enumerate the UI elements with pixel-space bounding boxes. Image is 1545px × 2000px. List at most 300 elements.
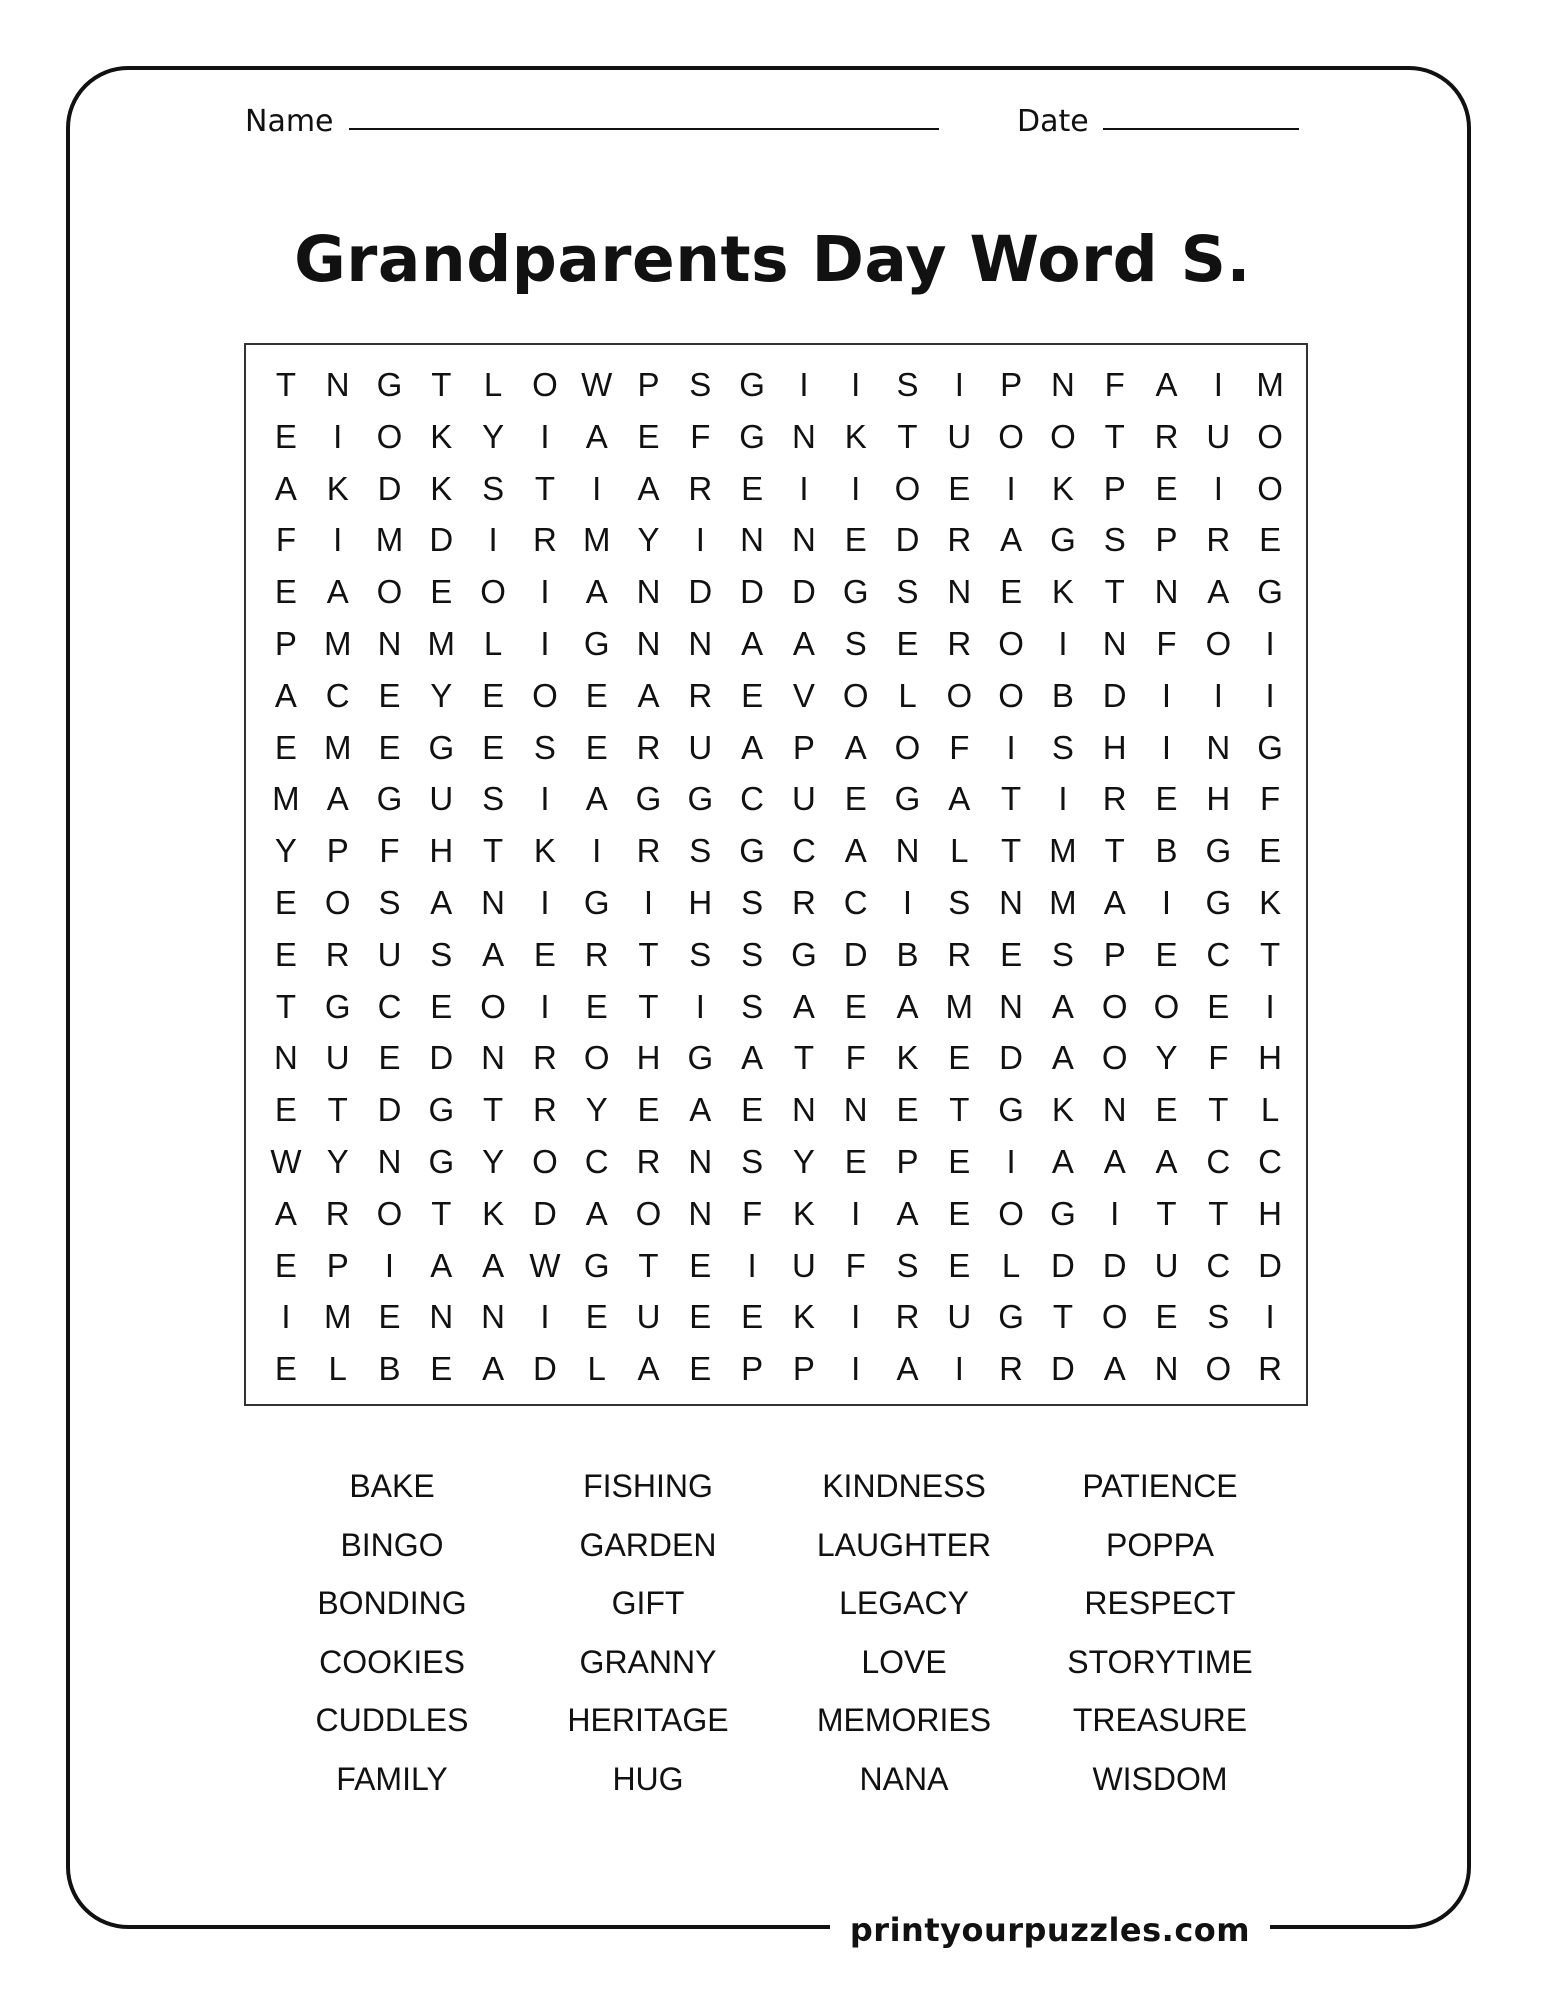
grid-cell[interactable]: A	[274, 1194, 297, 1232]
grid-cell[interactable]: M	[1049, 832, 1077, 870]
grid-cell[interactable]: S	[689, 366, 712, 403]
grid-cell[interactable]: L	[483, 625, 503, 662]
grid-cell[interactable]: C	[1206, 1143, 1231, 1180]
grid-cell[interactable]: C	[1206, 1246, 1231, 1284]
grid-cell[interactable]: B	[1051, 676, 1074, 714]
grid-cell[interactable]: F	[1260, 780, 1281, 818]
grid-cell[interactable]: I	[540, 780, 550, 818]
grid-cell[interactable]: O	[998, 625, 1024, 662]
grid-cell[interactable]: I	[1006, 728, 1016, 766]
grid-cell[interactable]: I	[1006, 1143, 1016, 1180]
grid-cell[interactable]: I	[1058, 780, 1068, 818]
grid-cell[interactable]: N	[740, 521, 764, 559]
grid-cell[interactable]: G	[324, 987, 351, 1025]
name-line[interactable]	[349, 128, 939, 130]
grid-cell[interactable]: N	[791, 1091, 816, 1129]
grid-cell[interactable]: I	[1213, 366, 1223, 403]
grid-cell[interactable]: H	[1206, 780, 1231, 818]
grid-cell[interactable]: C	[1258, 1143, 1282, 1180]
grid-cell[interactable]: N	[791, 521, 816, 559]
grid-cell[interactable]: I	[643, 884, 654, 921]
grid-cell[interactable]: K	[482, 1194, 505, 1232]
grid-cell[interactable]: H	[636, 1039, 661, 1077]
grid-cell[interactable]: Y	[482, 417, 505, 455]
grid-cell[interactable]: O	[1205, 1350, 1232, 1388]
grid-cell[interactable]: R	[895, 1298, 920, 1336]
grid-cell[interactable]: K	[792, 1298, 815, 1336]
grid-cell[interactable]: G	[687, 780, 714, 818]
grid-cell[interactable]: N	[636, 625, 661, 662]
grid-cell[interactable]: I	[851, 366, 861, 403]
grid-cell[interactable]: S	[896, 573, 919, 611]
grid-cell[interactable]: Y	[274, 832, 297, 870]
grid-cell[interactable]: S	[741, 935, 764, 973]
grid-cell[interactable]: Y	[326, 1143, 349, 1180]
grid-cell[interactable]: A	[585, 1194, 608, 1232]
grid-cell[interactable]: I	[954, 1350, 964, 1388]
grid-cell[interactable]: K	[1259, 884, 1282, 921]
grid-cell[interactable]: D	[429, 521, 454, 559]
grid-cell[interactable]: O	[998, 417, 1024, 455]
grid-cell[interactable]: E	[689, 1246, 712, 1284]
grid-cell[interactable]: S	[482, 780, 505, 818]
grid-cell[interactable]: O	[376, 573, 403, 611]
grid-cell[interactable]: E	[430, 987, 453, 1025]
grid-cell[interactable]: R	[1258, 1350, 1282, 1388]
grid-cell[interactable]: T	[949, 1091, 970, 1129]
grid-cell[interactable]: S	[1207, 1298, 1230, 1336]
grid-cell[interactable]: E	[1259, 521, 1282, 559]
grid-cell[interactable]: S	[533, 728, 556, 766]
grid-cell[interactable]: A	[585, 780, 608, 818]
grid-cell[interactable]: R	[688, 676, 713, 714]
grid-cell[interactable]: A	[430, 884, 453, 921]
grid-cell[interactable]: A	[689, 1091, 712, 1129]
grid-cell[interactable]: T	[483, 832, 504, 870]
grid-cell[interactable]: S	[741, 987, 764, 1025]
grid-cell[interactable]: A	[482, 1246, 505, 1284]
grid-cell[interactable]: E	[948, 1246, 971, 1284]
grid-cell[interactable]: G	[1205, 832, 1232, 870]
grid-cell[interactable]: A	[326, 780, 349, 818]
grid-cell[interactable]: A	[1103, 1350, 1126, 1388]
grid-cell[interactable]: E	[844, 1143, 867, 1180]
grid-cell[interactable]: R	[947, 521, 972, 559]
grid-cell[interactable]: N	[481, 884, 505, 921]
grid-cell[interactable]: H	[1102, 728, 1127, 766]
grid-cell[interactable]: T	[1001, 780, 1022, 818]
grid-cell[interactable]: F	[379, 832, 400, 870]
grid-cell[interactable]: E	[430, 573, 453, 611]
grid-cell[interactable]: E	[1155, 1298, 1178, 1336]
grid-cell[interactable]: K	[792, 1194, 815, 1232]
grid-cell[interactable]: G	[1050, 521, 1076, 559]
grid-cell[interactable]: E	[533, 935, 556, 973]
grid-cell[interactable]: N	[895, 832, 920, 870]
grid-cell[interactable]: U	[688, 728, 713, 766]
grid-cell[interactable]: S	[689, 832, 712, 870]
grid-cell[interactable]: Y	[430, 676, 453, 714]
grid-cell[interactable]: G	[428, 728, 455, 766]
grid-cell[interactable]: N	[429, 1298, 454, 1336]
grid-cell[interactable]: H	[1258, 1194, 1282, 1232]
grid-cell[interactable]: D	[740, 573, 764, 611]
grid-cell[interactable]: P	[1103, 469, 1126, 507]
grid-cell[interactable]: I	[1161, 884, 1172, 921]
grid-cell[interactable]: S	[1051, 728, 1074, 766]
grid-cell[interactable]: E	[948, 469, 971, 507]
grid-cell[interactable]: T	[327, 1091, 348, 1129]
grid-cell[interactable]: N	[999, 987, 1023, 1025]
grid-cell[interactable]: D	[377, 469, 402, 507]
grid-cell[interactable]: G	[1205, 884, 1232, 921]
grid-cell[interactable]: O	[1257, 417, 1283, 455]
grid-cell[interactable]: A	[637, 469, 660, 507]
grid-cell[interactable]: G	[791, 935, 817, 973]
grid-cell[interactable]: H	[688, 884, 713, 921]
grid-cell[interactable]: A	[792, 987, 815, 1025]
grid-cell[interactable]: I	[540, 884, 550, 921]
grid-cell[interactable]: Y	[637, 521, 660, 559]
grid-cell[interactable]: D	[1102, 676, 1127, 714]
grid-cell[interactable]: U	[791, 780, 816, 818]
grid-cell[interactable]: N	[1206, 728, 1231, 766]
grid-cell[interactable]: O	[894, 728, 921, 766]
grid-cell[interactable]: E	[274, 1246, 297, 1284]
grid-cell[interactable]: E	[1155, 780, 1178, 818]
grid-cell[interactable]: U	[1206, 417, 1231, 455]
grid-cell[interactable]: V	[792, 676, 815, 714]
grid-cell[interactable]: T	[1104, 417, 1125, 455]
grid-cell[interactable]: I	[1265, 1298, 1275, 1336]
grid-cell[interactable]: S	[948, 884, 971, 921]
grid-cell[interactable]: S	[378, 884, 401, 921]
grid-cell[interactable]: N	[947, 573, 972, 611]
grid-cell[interactable]: P	[896, 1143, 919, 1180]
grid-cell[interactable]: E	[689, 1298, 712, 1336]
grid-cell[interactable]: A	[637, 676, 660, 714]
grid-cell[interactable]: L	[328, 1350, 347, 1388]
grid-cell[interactable]: D	[895, 521, 920, 559]
grid-cell[interactable]: A	[741, 728, 764, 766]
grid-cell[interactable]: S	[741, 884, 764, 921]
grid-cell[interactable]: T	[1052, 1298, 1073, 1336]
grid-cell[interactable]: E	[741, 469, 764, 507]
grid-cell[interactable]: N	[377, 625, 402, 662]
grid-cell[interactable]: I	[747, 1246, 757, 1284]
grid-cell[interactable]: T	[431, 1194, 452, 1232]
grid-cell[interactable]: N	[481, 1039, 505, 1077]
grid-cell[interactable]: R	[1154, 417, 1179, 455]
grid-cell[interactable]: K	[326, 469, 349, 507]
grid-cell[interactable]: R	[999, 1350, 1023, 1388]
grid-cell[interactable]: M	[427, 625, 456, 662]
grid-cell[interactable]: E	[896, 1091, 919, 1129]
grid-cell[interactable]: G	[998, 1298, 1024, 1336]
grid-cell[interactable]: T	[897, 417, 918, 455]
grid-cell[interactable]: N	[688, 625, 713, 662]
grid-cell[interactable]: O	[1153, 987, 1180, 1025]
grid-cell[interactable]: S	[689, 935, 712, 973]
grid-cell[interactable]: K	[844, 417, 867, 455]
grid-cell[interactable]: I	[695, 521, 705, 559]
grid-cell[interactable]: O	[894, 469, 921, 507]
grid-cell[interactable]: O	[376, 1194, 403, 1232]
grid-cell[interactable]: O	[532, 676, 558, 714]
grid-cell[interactable]: N	[273, 1039, 298, 1077]
grid-cell[interactable]: G	[428, 1091, 455, 1129]
grid-cell[interactable]: E	[482, 676, 505, 714]
grid-cell[interactable]: U	[947, 1298, 972, 1336]
grid-cell[interactable]: E	[274, 935, 297, 973]
grid-cell[interactable]: E	[1259, 832, 1282, 870]
grid-cell[interactable]: A	[741, 625, 764, 662]
grid-cell[interactable]: M	[1256, 366, 1284, 403]
grid-cell[interactable]: T	[1208, 1091, 1229, 1129]
grid-cell[interactable]: M	[272, 780, 300, 818]
grid-cell[interactable]: R	[325, 935, 350, 973]
grid-cell[interactable]: O	[842, 676, 869, 714]
grid-cell[interactable]: I	[540, 1298, 550, 1336]
grid-cell[interactable]: E	[1000, 573, 1023, 611]
grid-cell[interactable]: E	[585, 676, 608, 714]
grid-cell[interactable]: O	[324, 884, 351, 921]
grid-cell[interactable]: T	[638, 987, 659, 1025]
grid-cell[interactable]: I	[851, 469, 861, 507]
grid-cell[interactable]: O	[946, 676, 973, 714]
grid-cell[interactable]: I	[851, 1194, 861, 1232]
grid-cell[interactable]: R	[791, 884, 816, 921]
grid-cell[interactable]: K	[1051, 1091, 1074, 1129]
grid-cell[interactable]: U	[791, 1246, 816, 1284]
grid-cell[interactable]: T	[638, 935, 659, 973]
grid-cell[interactable]: I	[488, 521, 498, 559]
grid-cell[interactable]: N	[636, 573, 661, 611]
grid-cell[interactable]: D	[843, 935, 868, 973]
grid-cell[interactable]: I	[333, 417, 343, 455]
grid-cell[interactable]: G	[739, 366, 765, 403]
grid-cell[interactable]: E	[896, 625, 919, 662]
grid-cell[interactable]: A	[482, 935, 505, 973]
grid-cell[interactable]: P	[274, 625, 297, 662]
grid-cell[interactable]: N	[1154, 1350, 1179, 1388]
grid-cell[interactable]: R	[947, 625, 972, 662]
grid-cell[interactable]: F	[1156, 625, 1177, 662]
grid-cell[interactable]: I	[1213, 676, 1223, 714]
grid-cell[interactable]: R	[1206, 521, 1231, 559]
grid-cell[interactable]: E	[1000, 935, 1023, 973]
grid-cell[interactable]: O	[1101, 1039, 1128, 1077]
grid-cell[interactable]: G	[1257, 573, 1283, 611]
grid-cell[interactable]: O	[532, 366, 558, 403]
grid-cell[interactable]: E	[844, 987, 867, 1025]
grid-cell[interactable]: F	[275, 521, 296, 559]
grid-cell[interactable]: E	[274, 1091, 297, 1129]
grid-cell[interactable]: L	[898, 676, 917, 714]
grid-cell[interactable]: O	[532, 1143, 558, 1180]
grid-cell[interactable]: D	[1050, 1350, 1075, 1388]
grid-cell[interactable]: G	[583, 625, 610, 662]
grid-cell[interactable]: N	[1154, 573, 1179, 611]
grid-cell[interactable]: I	[902, 884, 913, 921]
grid-cell[interactable]: O	[1101, 1298, 1128, 1336]
grid-cell[interactable]: R	[947, 935, 972, 973]
grid-cell[interactable]: A	[1000, 521, 1023, 559]
grid-cell[interactable]: F	[1208, 1039, 1229, 1077]
grid-cell[interactable]: I	[799, 366, 809, 403]
grid-cell[interactable]: R	[1102, 780, 1127, 818]
grid-cell[interactable]: E	[844, 521, 867, 559]
grid-cell[interactable]: T	[1208, 1194, 1229, 1232]
grid-cell[interactable]: N	[1102, 1091, 1127, 1129]
grid-cell[interactable]: T	[534, 469, 555, 507]
grid-cell[interactable]: F	[845, 1246, 866, 1284]
grid-cell[interactable]: G	[1257, 728, 1283, 766]
grid-cell[interactable]: K	[430, 469, 453, 507]
grid-cell[interactable]: E	[1155, 935, 1178, 973]
grid-cell[interactable]: E	[430, 1350, 453, 1388]
grid-cell[interactable]: S	[1103, 521, 1126, 559]
grid-cell[interactable]: C	[843, 884, 868, 921]
grid-cell[interactable]: T	[1001, 832, 1022, 870]
grid-cell[interactable]: G	[894, 780, 921, 818]
grid-cell[interactable]: A	[896, 1350, 919, 1388]
grid-cell[interactable]: E	[585, 987, 608, 1025]
grid-cell[interactable]: G	[998, 1091, 1024, 1129]
grid-cell[interactable]: K	[533, 832, 556, 870]
grid-cell[interactable]: E	[482, 728, 505, 766]
grid-cell[interactable]: P	[792, 1350, 815, 1388]
grid-cell[interactable]: Y	[1155, 1039, 1178, 1077]
grid-cell[interactable]: A	[1103, 884, 1126, 921]
grid-cell[interactable]: S	[896, 1246, 919, 1284]
grid-cell[interactable]: D	[532, 1350, 557, 1388]
grid-cell[interactable]: G	[376, 366, 403, 403]
grid-cell[interactable]: P	[637, 366, 660, 403]
grid-cell[interactable]: E	[741, 1298, 764, 1336]
grid-cell[interactable]: T	[1104, 573, 1125, 611]
grid-cell[interactable]: A	[1051, 1143, 1074, 1180]
grid-cell[interactable]: C	[791, 832, 816, 870]
grid-cell[interactable]: A	[430, 1246, 453, 1284]
grid-cell[interactable]: T	[275, 366, 296, 403]
grid-cell[interactable]: A	[326, 573, 349, 611]
grid-cell[interactable]: F	[742, 1194, 763, 1232]
grid-cell[interactable]: R	[532, 1039, 557, 1077]
grid-cell[interactable]: M	[323, 1298, 352, 1336]
grid-cell[interactable]: E	[378, 676, 401, 714]
grid-cell[interactable]: G	[842, 573, 869, 611]
grid-cell[interactable]: A	[1155, 366, 1178, 403]
grid-cell[interactable]: E	[948, 1143, 971, 1180]
grid-cell[interactable]: E	[585, 1298, 608, 1336]
grid-cell[interactable]: I	[1265, 676, 1275, 714]
grid-cell[interactable]: A	[585, 573, 608, 611]
date-line[interactable]	[1103, 128, 1299, 130]
grid-cell[interactable]: H	[1258, 1039, 1282, 1077]
grid-cell[interactable]: G	[739, 832, 765, 870]
grid-cell[interactable]: O	[998, 676, 1024, 714]
grid-cell[interactable]: U	[377, 935, 402, 973]
grid-cell[interactable]: T	[275, 987, 296, 1025]
grid-cell[interactable]: I	[540, 625, 550, 662]
grid-cell[interactable]: L	[1001, 1246, 1021, 1284]
grid-cell[interactable]: T	[1260, 935, 1281, 973]
grid-cell[interactable]: O	[583, 1039, 610, 1077]
grid-cell[interactable]: E	[274, 573, 297, 611]
grid-cell[interactable]: R	[325, 1194, 350, 1232]
grid-cell[interactable]: I	[1161, 676, 1172, 714]
grid-cell[interactable]: S	[844, 625, 867, 662]
grid-cell[interactable]: G	[583, 884, 610, 921]
grid-cell[interactable]: L	[1260, 1091, 1280, 1129]
grid-cell[interactable]: R	[636, 1143, 661, 1180]
grid-cell[interactable]: E	[689, 1350, 712, 1388]
grid-cell[interactable]: T	[483, 1091, 504, 1129]
grid-cell[interactable]: A	[948, 780, 971, 818]
grid-cell[interactable]: C	[325, 676, 350, 714]
grid-cell[interactable]: Y	[585, 1091, 608, 1129]
grid-cell[interactable]: D	[377, 1091, 402, 1129]
grid-cell[interactable]: C	[377, 987, 402, 1025]
grid-cell[interactable]: M	[375, 521, 404, 559]
grid-cell[interactable]: K	[1051, 573, 1074, 611]
grid-cell[interactable]: N	[843, 1091, 868, 1129]
grid-cell[interactable]: E	[274, 1350, 297, 1388]
grid-cell[interactable]: N	[481, 1298, 505, 1336]
grid-cell[interactable]: E	[274, 417, 297, 455]
grid-cell[interactable]: F	[690, 417, 711, 455]
grid-cell[interactable]: E	[637, 417, 660, 455]
grid-cell[interactable]: N	[1102, 625, 1127, 662]
grid-cell[interactable]: K	[430, 417, 453, 455]
grid-cell[interactable]: O	[1050, 417, 1076, 455]
grid-cell[interactable]: E	[378, 1039, 401, 1077]
grid-cell[interactable]: A	[896, 987, 919, 1025]
grid-cell[interactable]: R	[688, 469, 713, 507]
grid-cell[interactable]: A	[585, 417, 608, 455]
grid-cell[interactable]: A	[1051, 1039, 1074, 1077]
grid-cell[interactable]: M	[1049, 884, 1077, 921]
grid-cell[interactable]: I	[1058, 625, 1068, 662]
grid-cell[interactable]: O	[1257, 469, 1283, 507]
grid-cell[interactable]: R	[636, 728, 661, 766]
grid-cell[interactable]: A	[792, 625, 815, 662]
grid-cell[interactable]: O	[480, 987, 506, 1025]
grid-cell[interactable]: I	[851, 1298, 861, 1336]
grid-cell[interactable]: B	[1155, 832, 1178, 870]
grid-cell[interactable]: N	[999, 884, 1023, 921]
grid-cell[interactable]: U	[429, 780, 454, 818]
grid-cell[interactable]: P	[792, 728, 815, 766]
grid-cell[interactable]: A	[1155, 1143, 1178, 1180]
grid-cell[interactable]: E	[378, 1298, 401, 1336]
grid-cell[interactable]: E	[948, 1194, 971, 1232]
grid-cell[interactable]: E	[585, 728, 608, 766]
grid-cell[interactable]: T	[638, 1246, 659, 1284]
grid-cell[interactable]: N	[688, 1143, 713, 1180]
grid-cell[interactable]: I	[954, 366, 964, 403]
grid-cell[interactable]: I	[1161, 728, 1172, 766]
grid-cell[interactable]: H	[429, 832, 454, 870]
grid-cell[interactable]: G	[583, 1246, 610, 1284]
grid-cell[interactable]: I	[281, 1298, 291, 1336]
grid-cell[interactable]: R	[532, 521, 557, 559]
grid-cell[interactable]: E	[1207, 987, 1230, 1025]
grid-cell[interactable]: R	[584, 935, 609, 973]
grid-cell[interactable]: W	[581, 366, 613, 403]
grid-cell[interactable]: E	[1155, 469, 1178, 507]
